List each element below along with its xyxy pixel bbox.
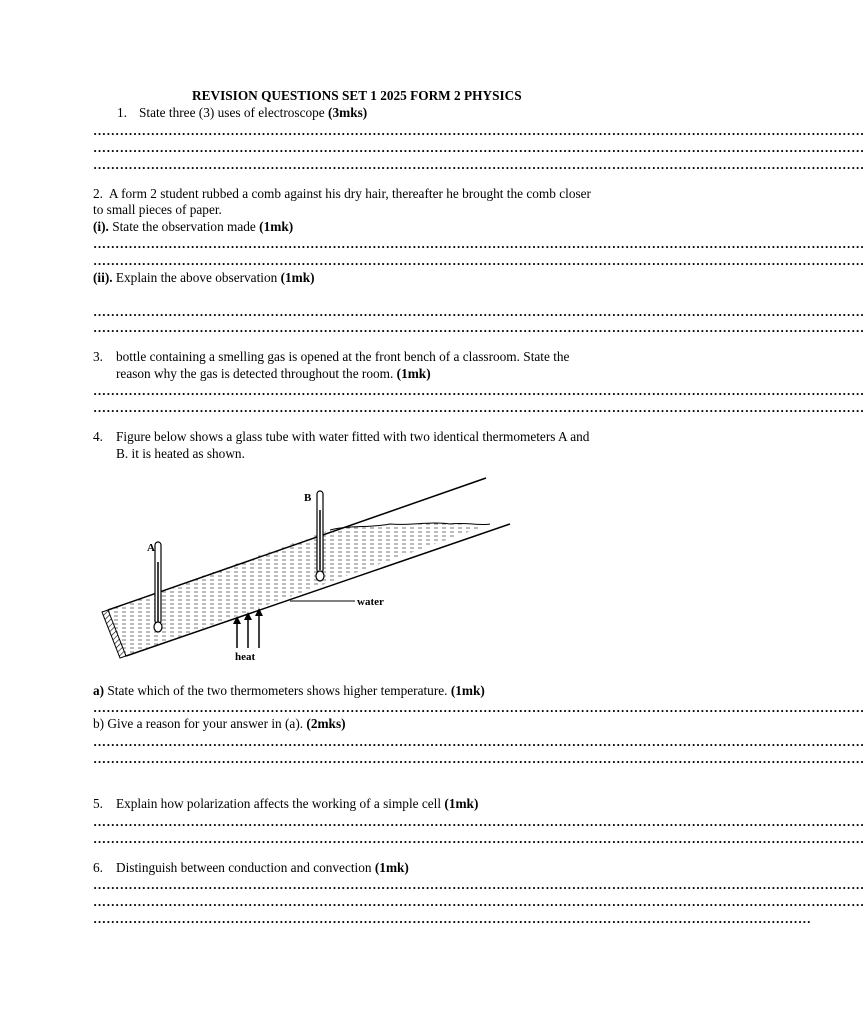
answer-line: ………………………………………………………………………………………………………………………………………………………… bbox=[93, 140, 864, 155]
q4-part-a bbox=[93, 683, 485, 699]
answer-line: ………………………………………………………………………………………………………………………………………………………… bbox=[93, 831, 864, 846]
answer-line: ………………………………………………………………………………………………………………………………………………………… bbox=[93, 894, 864, 909]
q1-question: State three (3) uses of electroscope bbox=[139, 105, 329, 120]
q3-marks: (1mk) bbox=[396, 366, 431, 381]
answer-line: ……………………………………………………………………………………………………………………………………………… bbox=[93, 911, 812, 926]
answer-line: ………………………………………………………………………………………………………………………………………………………… bbox=[93, 304, 864, 319]
answer-line: ………………………………………………………………………………………………………………………………………………………… bbox=[93, 877, 864, 892]
q2-line1 bbox=[93, 186, 591, 202]
answer-line: ………………………………………………………………………………………………………………………………………………………… bbox=[93, 383, 864, 398]
q2-text-1: A form 2 student rubbed a comb against his dry hair, thereafter he brought the comb closer bbox=[108, 186, 591, 201]
q5-number: 5. bbox=[93, 796, 103, 811]
thermometer-a bbox=[154, 542, 162, 632]
q1-number: 1. bbox=[117, 105, 127, 120]
page-title: REVISION QUESTIONS SET 1 2025 FORM 2 PHYSICS bbox=[192, 88, 522, 103]
answer-line: ………………………………………………………………………………………………………………………………………………………… bbox=[93, 734, 864, 749]
water-region bbox=[108, 522, 490, 656]
q2-number: 2. bbox=[93, 186, 103, 201]
answer-line: ………………………………………………………………………………………………………………………………………………………… bbox=[93, 700, 864, 715]
q3-number: 3. bbox=[93, 349, 103, 364]
q1-marks: (3mks) bbox=[328, 105, 368, 120]
q3-line2 bbox=[116, 366, 431, 382]
q3-text-2: reason why the gas is detected throughout the room. bbox=[116, 366, 397, 381]
q4-a-marks: (1mk) bbox=[450, 683, 485, 698]
q5-marks: (1mk) bbox=[444, 796, 479, 811]
q2-text-2: to small pieces of paper. bbox=[93, 202, 222, 217]
label-water: water bbox=[357, 596, 384, 608]
label-heat: heat bbox=[235, 651, 256, 663]
q4-b-marks: (2mks) bbox=[306, 716, 346, 731]
q2-ii-label: (ii). bbox=[93, 270, 113, 285]
label-a: A bbox=[147, 542, 155, 554]
q4-text-1: Figure below shows a glass tube with water fitted with two identical thermometers A and bbox=[116, 429, 590, 444]
q6-line bbox=[116, 860, 409, 876]
answer-line: ………………………………………………………………………………………………………………………………………………………… bbox=[93, 253, 864, 268]
answer-line: ………………………………………………………………………………………………………………………………………………………… bbox=[93, 814, 864, 829]
q2-i-marks: (1mk) bbox=[259, 219, 294, 234]
glass-tube-figure bbox=[90, 470, 520, 670]
q5-text: Explain how polarization affects the working of a simple cell bbox=[116, 796, 445, 811]
q4-a-text: State which of the two thermometers shows higher temperature. bbox=[104, 683, 451, 698]
answer-line: ………………………………………………………………………………………………………………………………………………………… bbox=[93, 157, 864, 172]
q2-part-ii bbox=[93, 270, 315, 286]
answer-line: ………………………………………………………………………………………………………………………………………………………… bbox=[93, 400, 864, 415]
q2-i-label: (i). bbox=[93, 219, 109, 234]
q1-text bbox=[139, 105, 367, 121]
q6-number: 6. bbox=[93, 860, 103, 875]
q5-line bbox=[116, 796, 478, 812]
q4-text-2: B. it is heated as shown. bbox=[116, 446, 245, 461]
q2-part-i bbox=[93, 219, 293, 235]
q3-text-1: bottle containing a smelling gas is opened at the front bench of a classroom. State the bbox=[116, 349, 570, 364]
answer-line: ………………………………………………………………………………………………………………………………………………………… bbox=[93, 236, 864, 251]
q2-i-text: State the observation made bbox=[108, 219, 260, 234]
q4-b-text: b) Give a reason for your answer in (a). bbox=[93, 716, 307, 731]
q2-ii-text: Explain the above observation bbox=[112, 270, 281, 285]
q2-ii-marks: (1mk) bbox=[280, 270, 315, 285]
q6-text: Distinguish between conduction and convection bbox=[116, 860, 375, 875]
answer-line: ………………………………………………………………………………………………………………………………………………………… bbox=[93, 751, 864, 766]
thermometer-b bbox=[316, 491, 324, 581]
q4-a-label: a) bbox=[93, 683, 105, 698]
answer-line: ………………………………………………………………………………………………………………………………………………………… bbox=[93, 320, 864, 335]
label-b: B bbox=[304, 492, 312, 504]
q4-part-b bbox=[93, 716, 346, 732]
answer-line: ………………………………………………………………………………………………………………………………………………………… bbox=[93, 123, 864, 138]
q4-number: 4. bbox=[93, 429, 103, 444]
q6-marks: (1mk) bbox=[374, 860, 409, 875]
